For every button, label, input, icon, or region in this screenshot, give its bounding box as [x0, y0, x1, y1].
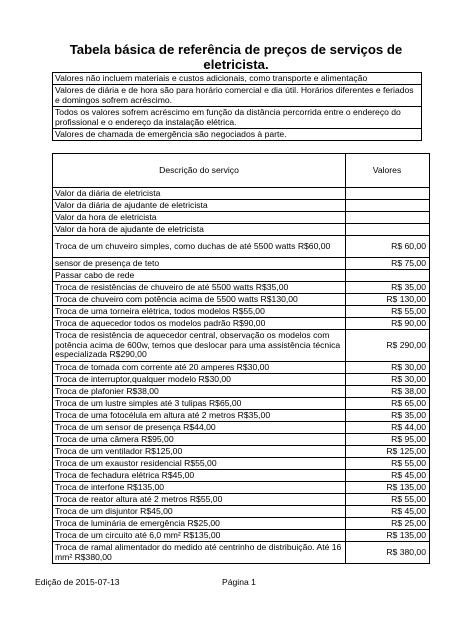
table-row [53, 530, 430, 542]
service-value: R$ 30,00 [346, 374, 430, 386]
table-row [53, 494, 430, 506]
service-description: Valor da hora de ajudante de eletricista [53, 224, 346, 236]
service-description: Troca de interruptor,qualquer modelo R$30,00 [53, 374, 346, 386]
service-value [346, 270, 430, 282]
service-description: Troca de chuveiro com potência acima de 5500 watts R$130,00 [53, 294, 346, 306]
service-description: Troca de uma torneira elétrica, todos modelos R$55,00 [53, 306, 346, 318]
service-description: Troca de um exaustor residencial R$55,00 [53, 458, 346, 470]
service-value: R$ 65,00 [346, 398, 430, 410]
service-description: Troca de uma câmera R$95,00 [53, 434, 346, 446]
service-description: Valor da diária de ajudante de eletricista [53, 200, 346, 212]
edition-date: Edição de 2015-07-13 [35, 577, 120, 587]
table-row [53, 306, 430, 318]
service-description: Troca de reator altura até 2 metros R$55,00 [53, 494, 346, 506]
price-table [52, 153, 430, 564]
service-description: Passar cabo de rede [53, 270, 346, 282]
note-row [53, 107, 422, 129]
header-values: Valores [346, 154, 430, 188]
service-description: Valor da diária de eletricista [53, 188, 346, 200]
table-row [53, 330, 430, 362]
table-row [53, 482, 430, 494]
service-value: R$ 135,00 [346, 530, 430, 542]
service-value [346, 212, 430, 224]
table-header [53, 154, 430, 188]
table-row [53, 470, 430, 482]
service-value: R$ 55,00 [346, 306, 430, 318]
service-description: Valor da hora de eletricista [53, 212, 346, 224]
table-row [53, 506, 430, 518]
service-value: R$ 25,00 [346, 518, 430, 530]
note-row [53, 73, 422, 85]
note-text: Valores de chamada de emergência são negociados à parte. [53, 129, 422, 141]
service-description: Troca de um sensor de presença R$44,00 [53, 422, 346, 434]
service-value: R$ 90,00 [346, 318, 430, 330]
service-description: Troca de aquecedor todos os modelos padrão R$90,00 [53, 318, 346, 330]
header-description: Descrição do serviço [53, 154, 346, 188]
service-value: R$ 130,00 [346, 294, 430, 306]
table-row [53, 542, 430, 564]
service-value: R$ 30,00 [346, 362, 430, 374]
service-description: Troca de resistência de aquecedor central, observação os modelos com potência acima de 600w, temos que deslocar para uma assistência técnica especializada R$290,00 [53, 330, 346, 362]
notes-table [52, 72, 422, 141]
service-value: R$ 95,00 [346, 434, 430, 446]
service-description: Troca de plafonier R$38,00 [53, 386, 346, 398]
service-description: Troca de luminária de emergência R$25,00 [53, 518, 346, 530]
service-value: R$ 45,00 [346, 470, 430, 482]
table-row [53, 188, 430, 200]
service-description: Troca de um chuveiro simples, como duchas de até 5500 watts R$60,00 [53, 236, 346, 258]
table-row [53, 200, 430, 212]
note-row [53, 129, 422, 141]
table-row [53, 434, 430, 446]
service-description: sensor de presença de teto [53, 258, 346, 270]
service-value: R$ 75,00 [346, 258, 430, 270]
service-value: R$ 135,00 [346, 482, 430, 494]
service-value [346, 188, 430, 200]
note-text: Valores não incluem materiais e custos adicionais, como transporte e alimentação [53, 73, 422, 85]
table-row [53, 386, 430, 398]
note-text: Todos os valores sofrem acréscimo em função da distância percorrida entre o endereço do profissional e o endereço da instalação elétrica. [53, 107, 422, 129]
service-value [346, 224, 430, 236]
service-value: R$ 290,00 [346, 330, 430, 362]
table-row [53, 236, 430, 258]
service-value: R$ 45,00 [346, 506, 430, 518]
service-value: R$ 55,00 [346, 458, 430, 470]
service-value: R$ 60,00 [346, 236, 430, 258]
table-row [53, 518, 430, 530]
table-row [53, 294, 430, 306]
table-row [53, 422, 430, 434]
note-text: Valores de diária e de hora são para horário comercial e dia útil. Horários diferentes e feriados e domingos sofrem acréscimo. [53, 85, 422, 107]
table-row [53, 458, 430, 470]
service-description: Troca de ramal alimentador do medido até centrinho de distribuição. Até 16 mm² R$380,00 [53, 542, 346, 564]
service-description: Troca de um ventilador R$125,00 [53, 446, 346, 458]
service-description: Troca de resistências de chuveiro de até 5500 watts R$35,00 [53, 282, 346, 294]
service-value: R$ 125,00 [346, 446, 430, 458]
table-row [53, 446, 430, 458]
table-row [53, 224, 430, 236]
service-value: R$ 55,00 [346, 494, 430, 506]
service-value: R$ 35,00 [346, 282, 430, 294]
table-row [53, 258, 430, 270]
service-description: Troca de um disjuntor R$45,00 [53, 506, 346, 518]
table-row [53, 270, 430, 282]
service-description: Troca de um circuito até 6,0 mm² R$135,00 [53, 530, 346, 542]
service-description: Troca de tomada com corrente até 20 amperes R$30,00 [53, 362, 346, 374]
service-value: R$ 35,00 [346, 410, 430, 422]
service-value: R$ 38,00 [346, 386, 430, 398]
service-value [346, 200, 430, 212]
table-row [53, 398, 430, 410]
table-row [53, 362, 430, 374]
table-row [53, 410, 430, 422]
service-description: Troca de fechadura elétrica R$45,00 [53, 470, 346, 482]
table-row [53, 318, 430, 330]
service-description: Troca de uma fotocélula em altura até 2 metros R$35,00 [53, 410, 346, 422]
service-description: Troca de um lustre simples até 3 tulipas R$65,00 [53, 398, 346, 410]
table-row [53, 282, 430, 294]
service-value: R$ 44,00 [346, 422, 430, 434]
service-value: R$ 380,00 [346, 542, 430, 564]
table-row [53, 212, 430, 224]
page-number: Página 1 [222, 577, 256, 587]
service-description: Troca de interfone R$135,00 [53, 482, 346, 494]
table-row [53, 374, 430, 386]
note-row [53, 85, 422, 107]
page-title: Tabela básica de referência de preços de serviços de eletricista. [69, 42, 403, 72]
